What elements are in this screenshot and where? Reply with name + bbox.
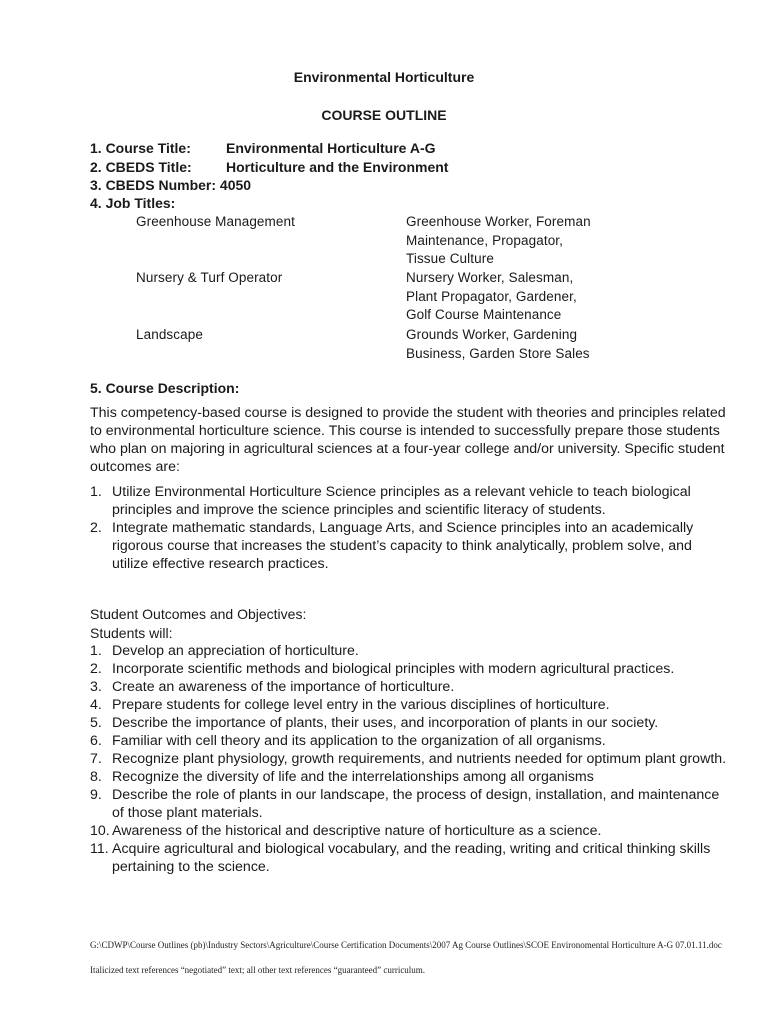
list-item: 10. Awareness of the historical and descriptive nature of horticulture as a science. — [90, 823, 602, 839]
course-title-value: Environmental Horticulture A-G — [226, 140, 436, 156]
job-title-line: Nursery Worker, Salesman, — [406, 270, 574, 285]
document-title: Environmental Horticulture — [293, 69, 475, 85]
footer-note: Italicized text references “negotiated” text; all other text references “guaranteed” curriculum. — [90, 965, 426, 975]
list-item: 7. Recognize plant physiology, growth requirements, and nutrients needed for optimum plant growth. — [90, 751, 727, 767]
job-title-line: Plant Propagator, Gardener, — [406, 289, 577, 304]
list-item: 3. Create an awareness of the importance of horticulture. — [90, 679, 455, 695]
list-item: 8. Recognize the diversity of life and the interrelationships among all organisms — [90, 769, 594, 785]
course-description-paragraph: This competency-based course is designed to provide the student with theories and principles related to environmental horticulture science. This course is intended to successfully prepare those students who plan on majoring in agricultural sciences at a four-year college and/or university. Specific student outcomes are: — [90, 405, 726, 475]
list-item: 2. Incorporate scientific methods and biological principles with modern agricultural practices. — [90, 661, 675, 677]
course-title-label: 1. Course Title: — [90, 140, 191, 156]
list-item: 4. Prepare students for college level entry in the various disciplines of horticulture. — [90, 697, 610, 713]
cbeds-title-label: 2. CBEDS Title: — [90, 159, 192, 175]
job-title-line: Greenhouse Worker, Foreman — [406, 214, 591, 229]
job-title-line: Golf Course Maintenance — [406, 307, 562, 322]
list-item: 11. Acquire agricultural and biological vocabulary, and the reading, writing and critical thinking skills pertaining to the science. — [90, 841, 711, 875]
job-title-line: Maintenance, Propagator, — [406, 233, 564, 248]
student-outcomes-list — [90, 642, 730, 876]
list-item: 1. Develop an appreciation of horticulture. — [90, 643, 359, 659]
outcomes-intro: Students will: — [90, 625, 173, 641]
cbeds-title-value: Horticulture and the Environment — [226, 159, 449, 175]
footer-file-path: G:\CDWP\Course Outlines (pb)\Industry Sectors\Agriculture\Course Certification Documents\2007 Ag Course Outlines\SCOE Environomental Horticulture A-G 07.01.11.doc — [90, 940, 722, 950]
job-area-greenhouse: Greenhouse Management — [136, 214, 295, 229]
list-item: 6. Familiar with cell theory and its application to the organization of all organisms. — [90, 733, 606, 749]
job-title-line: Grounds Worker, Gardening — [406, 327, 578, 342]
list-item: 2. Integrate mathematic standards, Language Arts, and Science principles into an academically rigorous course that increases the student’s capacity to think analytically, problem solve, and utilize effective research practices. — [90, 520, 694, 572]
job-area-nursery: Nursery & Turf Operator — [136, 270, 283, 285]
job-title-line: Tissue Culture — [406, 251, 494, 266]
job-title-line: Business, Garden Store Sales — [406, 346, 590, 361]
outcomes-heading: Student Outcomes and Objectives: — [90, 606, 307, 622]
description-outcomes-list — [90, 483, 730, 573]
list-item: 5. Describe the importance of plants, their uses, and incorporation of plants in our society. — [90, 715, 659, 731]
list-item: 9. Describe the role of plants in our landscape, the process of design, installation, and maintenance of those plant materials. — [90, 787, 720, 821]
cbeds-number-label: 3. CBEDS Number: 4050 — [90, 177, 252, 193]
job-area-landscape: Landscape — [136, 327, 203, 342]
document-subtitle: COURSE OUTLINE — [321, 107, 447, 123]
job-titles-label: 4. Job Titles: — [90, 195, 176, 211]
list-item: 1. Utilize Environmental Horticulture Science principles as a relevant vehicle to teach biological principles and improve the science principles and scientific literacy of students. — [90, 484, 691, 518]
course-description-heading: 5. Course Description: — [90, 380, 240, 396]
